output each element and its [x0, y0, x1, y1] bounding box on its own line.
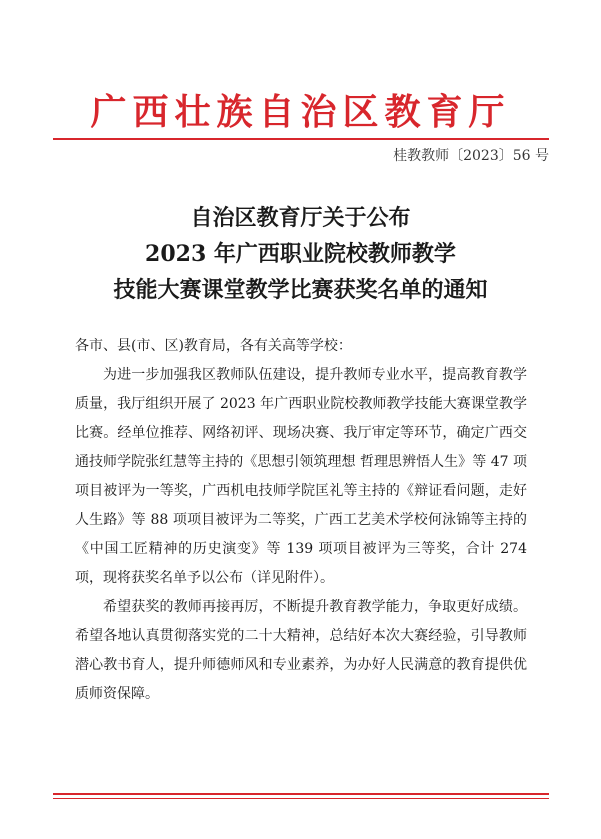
footer-divider-thin	[53, 798, 549, 799]
footer-divider-thick	[53, 793, 549, 795]
title-line-1: 自治区教育厅关于公布	[190, 205, 411, 231]
body-paragraph-1: 为进一步加强我区教师队伍建设，提升教师专业水平，提高教育教学质量，我厅组织开展了 2023 年广西职业院校教师教学技能大赛课堂教学比赛。经单位推荐、网络初评、现场决赛、我厅审定等环节，确定广西交通技师学院张红慧等主持的《思想引领筑理想 哲理思辨悟人生》等 47 项项目被评为一等奖，广西机电技师学院匡礼等主持的《辩证看问题，走好人生路》等 88 项项目被评为二等奖，广西工艺美术学校何泳锦等主持的《中国工匠精神的历史演变》等 139 项项目被评为三等奖，合计 274 项，现将获奖名单予以公布（详见附件）。	[75, 367, 527, 586]
title-line-2: 2023 年广西职业院校教师教学	[145, 241, 456, 267]
document-body	[75, 332, 527, 709]
document-number: 桂教教师〔2023〕56 号	[393, 148, 549, 164]
header-divider	[53, 138, 549, 140]
title-line-3: 技能大赛课堂教学比赛获奖名单的通知	[113, 277, 488, 303]
agency-header: 广西壮族自治区教育厅	[90, 91, 511, 133]
document-title	[0, 200, 601, 308]
salutation: 各市、县(市、区)教育局，各有关高等学校：	[75, 338, 352, 354]
body-paragraph-2: 希望获奖的教师再接再厉，不断提升教育教学能力，争取更好成绩。希望各地认真贯彻落实党的二十大精神，总结好本次大赛经验，引导教师潜心教书育人，提升师德师风和专业素养，为办好人民满意的教育提供优质师资保障。	[75, 599, 527, 702]
